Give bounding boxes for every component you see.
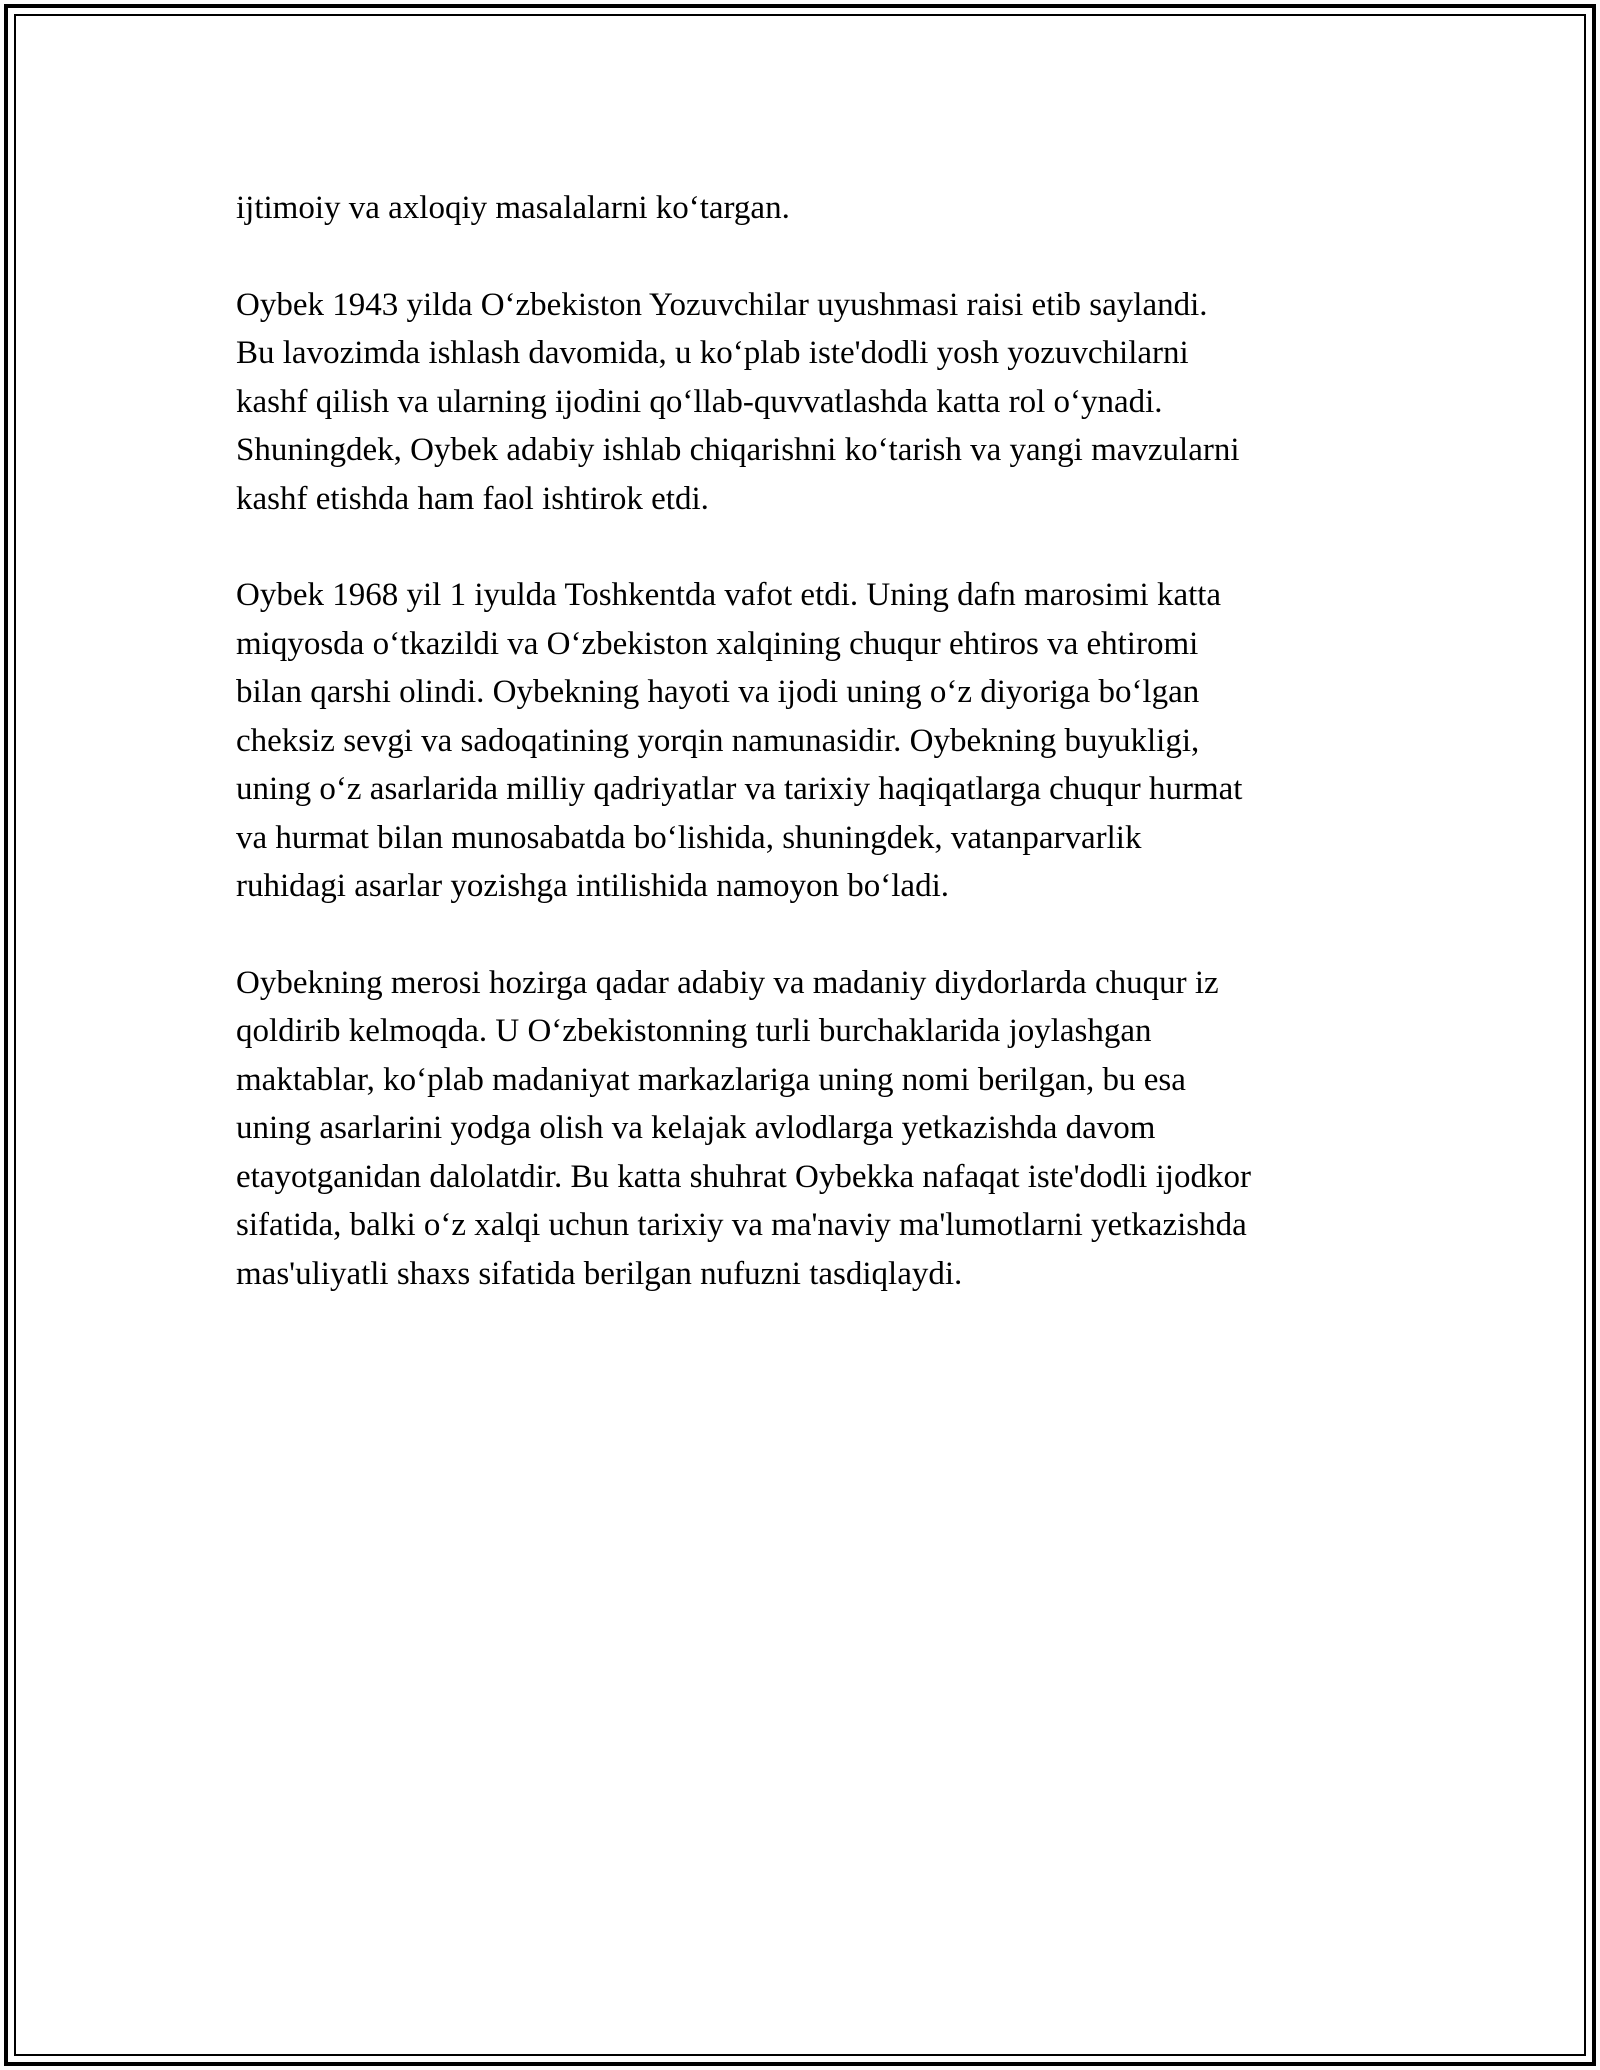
text-line: sifatida, balki o‘z xalqi uchun tarixiy va ma'naviy ma'lumotlarni yetkazishda [236, 1207, 1247, 1243]
text-line: mas'uliyatli shaxs sifatida berilgan nufuzni tasdiqlaydi. [236, 1255, 963, 1292]
text-line: ijtimoiy va axloqiy masalalarni ko‘targan. [236, 190, 790, 226]
text-line: maktablar, ko‘plab madaniyat markazlariga uning nomi berilgan, bu esa [236, 1061, 1186, 1098]
paragraph-4 [236, 959, 1396, 1299]
text-line: kashf qilish va ularning ijodini qo‘llab-quvvatlashda katta rol o‘ynadi. [236, 383, 1163, 420]
text-line: va hurmat bilan munosabatda bo‘lishida, shuningdek, vatanparvarlik [236, 819, 1142, 856]
text-line: Oybek 1968 yil 1 iyulda Toshkentda vafot etdi. Uning dafn marosimi katta [236, 577, 1222, 613]
text-line: qoldirib kelmoqda. U O‘zbekistonning turli burchaklarida joylashgan [236, 1013, 1152, 1049]
text-line: kashf etishda ham faol ishtirok etdi. [236, 480, 709, 517]
text-line: etayotganidan dalolatdir. Bu katta shuhrat Oybekka nafaqat iste'dodli ijodkor [236, 1158, 1251, 1195]
paragraph-2 [236, 281, 1396, 524]
text-line: Oybekning merosi hozirga qadar adabiy va madaniy diydorlarda chuqur iz [236, 964, 1219, 1001]
text-line: uning asarlarini yodga olish va kelajak avlodlarga yetkazishda davom [236, 1110, 1156, 1146]
document-body [236, 184, 1396, 1346]
text-line: miqyosda o‘tkazildi va O‘zbekiston xalqining chuqur ehtiros va ehtiromi [236, 625, 1199, 662]
text-line: Bu lavozimda ishlash davomida, u ko‘plab iste'dodli yosh yozuvchilarni [236, 335, 1189, 371]
text-line: bilan qarshi olindi. Oybekning hayoti va ijodi uning o‘z diyoriga bo‘lgan [236, 674, 1200, 710]
text-line: Shuningdek, Oybek adabiy ishlab chiqarishni ko‘tarish va yangi mavzularni [236, 432, 1240, 468]
text-line: uning o‘z asarlarida milliy qadriyatlar va tarixiy haqiqatlarga chuqur hurmat [236, 771, 1243, 807]
text-line: Oybek 1943 yilda O‘zbekiston Yozuvchilar uyushmasi raisi etib saylandi. [236, 286, 1208, 323]
text-line: ruhidagi asarlar yozishga intilishida namoyon bo‘ladi. [236, 868, 949, 904]
paragraph-3 [236, 571, 1396, 911]
text-line: cheksiz sevgi va sadoqatining yorqin namunasidir. Oybekning buyukligi, [236, 722, 1200, 759]
paragraph-1 [236, 184, 1396, 233]
